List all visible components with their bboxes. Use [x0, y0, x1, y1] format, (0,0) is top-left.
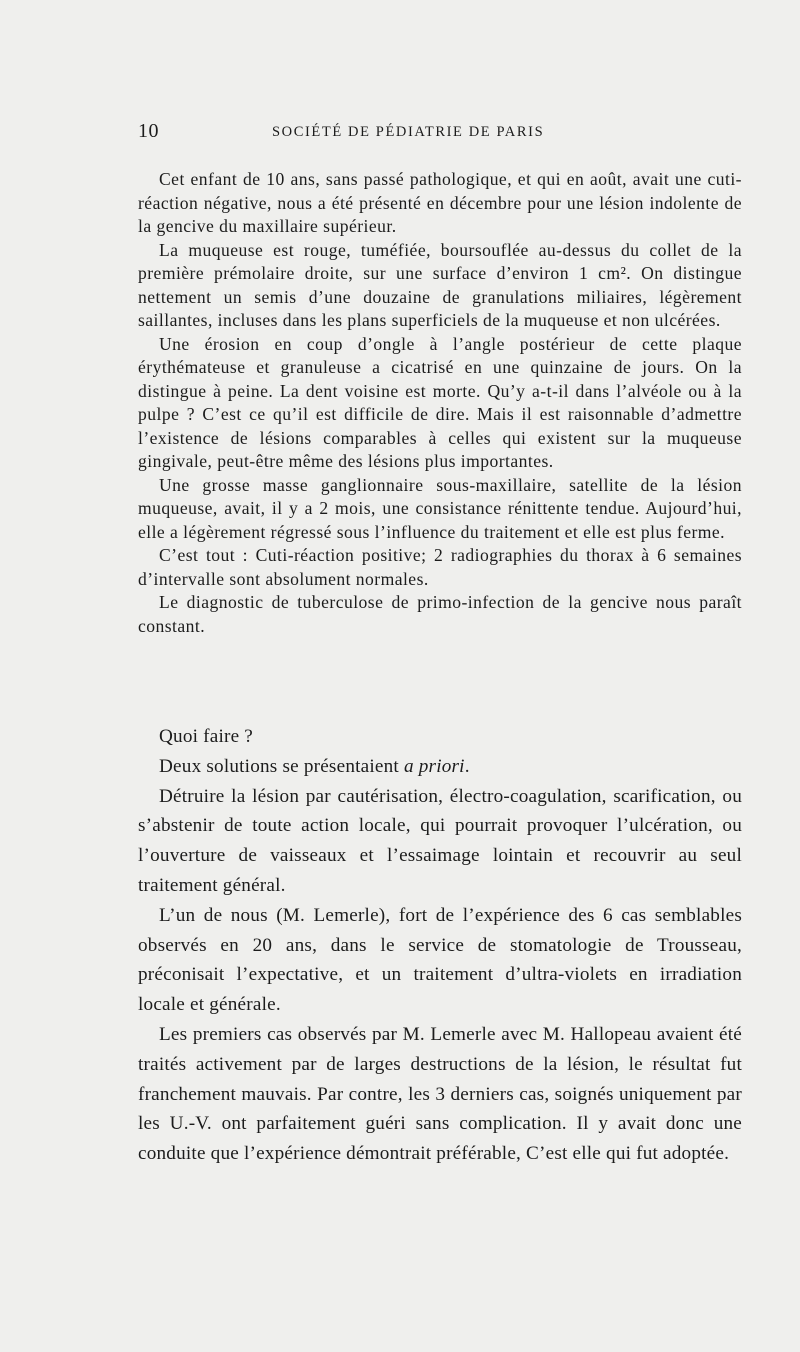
discussion: [138, 722, 742, 1169]
solutions-intro-text: Deux solutions se présentaient: [159, 755, 404, 777]
solutions-intro: [138, 752, 742, 782]
case-description: [138, 168, 742, 638]
paragraph: C’est tout : Cuti-réaction positive; 2 radiographies du thorax à 6 semaines d’intervalle sont absolument normales.: [138, 545, 742, 589]
question-line: Quoi faire ?: [159, 726, 254, 747]
page-header: [138, 120, 744, 144]
paragraph: Détruire la lésion par cautérisation, électro-coagulation, scarification, ou s’abstenir de toute action locale, qui pourrait provoquer l’ulcération, ou l’ouverture de vaisseaux et l’essaimage lointain et recouvrir au seul traitement général.: [138, 785, 742, 896]
paragraph: Une érosion en coup d’ongle à l’angle postérieur de cette plaque érythémateuse et granuleuse a cicatrisé en une quinzaine de jours. On la distingue à peine. La dent voisine est morte. Qu’y a-t-il dans l’alvéole ou à la pulpe ? C’est ce qu’il est difficile de dire. Mais il est raisonnable d’admettre l’existence de lésions comparables à celles qui existent sur la muqueuse gingivale, peut-être même des lésions plus importantes.: [138, 333, 742, 471]
running-title: SOCIÉTÉ DE PÉDIATRIE DE PARIS: [272, 124, 545, 140]
paragraph: Cet enfant de 10 ans, sans passé pathologique, et qui en août, avait une cuti-réaction négative, nous a été présenté en décembre pour une lésion indolente de la gencive du maxillaire supérieur.: [138, 169, 742, 236]
paragraph: La muqueuse est rouge, tuméfiée, boursouflée au-dessus du collet de la première prémolaire droite, sur une surface d’environ 1 cm². On distingue nettement un semis d’une douzaine de granulations miliaires, légèrement saillantes, incluses dans les plans superficiels de la muqueuse et non ulcérées.: [138, 239, 742, 330]
solutions-intro-italic: a priori: [403, 755, 465, 777]
paragraph: Le diagnostic de tuberculose de primo-infection de la gencive nous paraît constant.: [138, 592, 742, 636]
paragraph: Les premiers cas observés par M. Lemerle avec M. Hallopeau avaient été traités activement par de larges destructions de la lésion, le résultat fut franchement mauvais. Par contre, les 3 derniers cas, soignés uniquement par les U.-V. ont parfaitement guéri sans complication. Il y avait donc une conduite que l’expérience démontrait préférable, C’est elle qui fut adoptée.: [138, 1023, 742, 1165]
solutions-intro-end: .: [464, 755, 470, 777]
paragraph: L’un de nous (M. Lemerle), fort de l’expérience des 6 cas semblables observés en 20 ans, dans le service de stomatologie de Trousseau, préconisait l’expectative, et un traitement d’ultra-violets en irradiation locale et générale.: [138, 904, 742, 1016]
page-number: 10: [138, 120, 159, 142]
paragraph: Une grosse masse ganglionnaire sous-maxillaire, satellite de la lésion muqueuse, avait, il y a 2 mois, une consistance rénittente tendue. Aujourd’hui, elle a légèrement régressé sous l’influence du traitement et elle est plus ferme.: [138, 474, 742, 542]
